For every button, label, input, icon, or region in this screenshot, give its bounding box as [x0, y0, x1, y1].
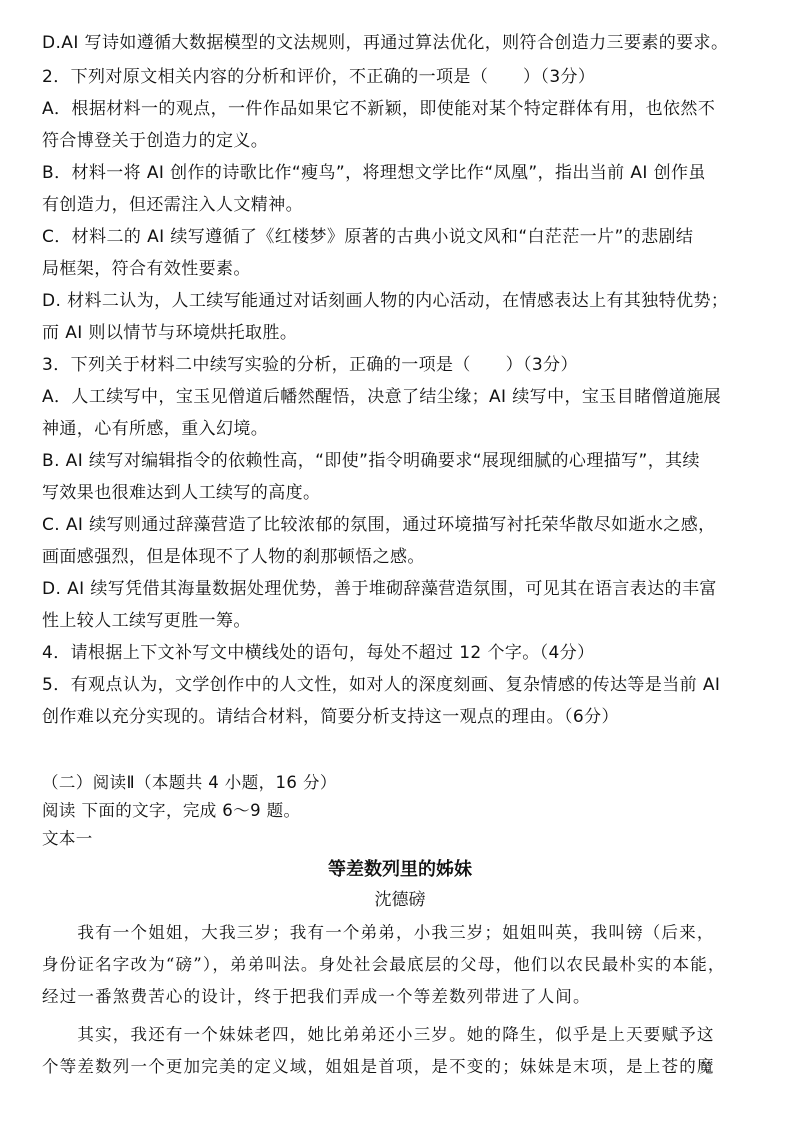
- question-2-stem: 2．下列对原文相关内容的分析和评价，不正确的一项是（ ）（3分）: [42, 67, 596, 87]
- option-line: 写效果也很难达到人工续写的高度。: [42, 483, 321, 503]
- question-3-stem: 3．下列关于材料二中续写实验的分析，正确的一项是（ ）（3分）: [42, 355, 578, 375]
- question-5-stem: 创作难以充分实现的。请结合材料，简要分析支持这一观点的理由。（6分）: [42, 707, 619, 727]
- article-paragraph-line: 个等差数列一个更加完美的定义域，姐姐是首项，是不变的；妹妹是末项，是上苍的魔: [42, 1057, 715, 1076]
- option-line: 画面感强烈，但是体现不了人物的刹那顿悟之感。: [42, 547, 425, 567]
- article-author: 沈德磅: [374, 890, 426, 910]
- option-line: C. AI 续写则通过辞藻营造了比较浓郁的氛围，通过环境描写衬托荣华散尽如逝水之感，: [42, 515, 716, 535]
- option-line: D.AI 写诗如遵循大数据模型的文法规则，再通过算法优化，则符合创造力三要素的要求。: [42, 33, 729, 53]
- section-instruction: 阅读 下面的文字，完成 6～9 题。: [42, 801, 301, 820]
- section-heading: （二）阅读Ⅱ（本题共 4 小题，16 分）: [42, 773, 337, 792]
- option-line: A．人工续写中，宝玉见僧道后幡然醒悟，决意了结尘缘；AI 续写中，宝玉目睹僧道施展: [42, 387, 722, 407]
- option-line: 符合博登关于创造力的定义。: [42, 131, 269, 151]
- option-line: A．根据材料一的观点，一件作品如果它不新颖，即使能对某个特定群体有用，也依然不: [42, 99, 716, 119]
- option-line: 神通，心有所感，重入幻境。: [42, 419, 269, 439]
- option-line: B．材料一将 AI 创作的诗歌比作“瘦鸟”，将理想文学比作“凤凰”，指出当前 AI 创作虽: [42, 163, 706, 183]
- option-line: B. AI 续写对编辑指令的依赖性高，“即使”指令明确要求“展现细腻的心理描写”，其续: [42, 451, 700, 471]
- article-paragraph-line: 其实，我还有一个妹妹老四，她比弟弟还小三岁。她的降生，似乎是上天要赋予这: [42, 1025, 715, 1044]
- question-4-stem: 4．请根据上下文补写文中横线处的语句，每处不超过 12 个字。（4分）: [42, 643, 595, 663]
- text-label: 文本一: [42, 829, 93, 848]
- option-line: 有创造力，但还需注入人文精神。: [42, 195, 303, 215]
- article-title: 等差数列里的姊妹: [328, 859, 472, 880]
- option-line: 而 AI 则以情节与环境烘托取胜。: [42, 323, 298, 343]
- option-line: C．材料二的 AI 续写遵循了《红楼梦》原著的古典小说文风和“白茫茫一片”的悲剧结: [42, 227, 694, 247]
- option-line: 局框架，符合有效性要素。: [42, 259, 251, 279]
- article-paragraph-line: 我有一个姐姐，大我三岁；我有一个弟弟，小我三岁；姐姐叫英，我叫镑（后来，: [42, 923, 715, 942]
- option-line: D. AI 续写凭借其海量数据处理优势，善于堆砌辞藻营造氛围，可见其在语言表达的丰富: [42, 579, 717, 599]
- article-paragraph-line: 身份证名字改为“磅”），弟弟叫法。身处社会最底层的父母，他们以农民最朴实的本能，: [42, 955, 726, 974]
- option-line: D. 材料二认为，人工续写能通过对话刻画人物的内心活动，在情感表达上有其独特优势；: [42, 291, 729, 311]
- option-line: 性上较人工续写更胜一筹。: [42, 611, 251, 631]
- article-paragraph-line: 经过一番煞费苦心的设计，终于把我们弄成一个等差数列带进了人间。: [42, 987, 591, 1006]
- question-5-stem: 5．有观点认为，文学创作中的人文性，如对人的深度刻画、复杂情感的传达等是当前 AI: [42, 675, 721, 695]
